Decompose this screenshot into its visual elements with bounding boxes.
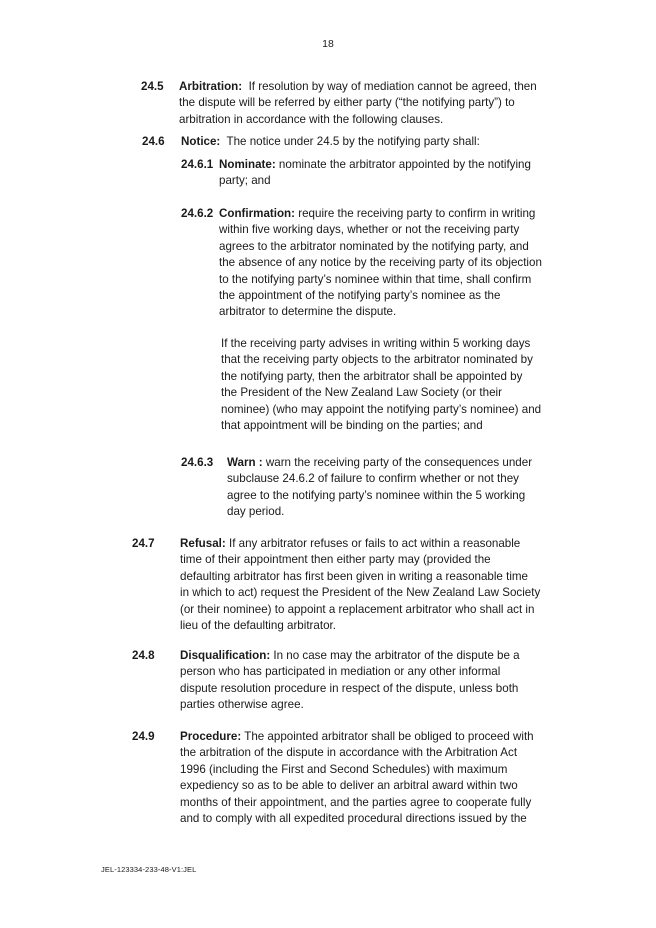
clause-line: months of their appointment, and the parties agree to cooperate fully — [180, 795, 532, 809]
clause-number: 24.6.3 — [181, 456, 214, 469]
clause-heading: Confirmation: — [219, 207, 295, 220]
clause-line: expediency so as to be able to deliver an arbitral award within two — [180, 779, 518, 793]
clause-line: the President of the New Zealand Law Society (or their — [221, 386, 502, 400]
clause-heading: Notice: — [181, 135, 221, 148]
clause-number: 24.7 — [132, 537, 155, 550]
clause-line: warn the receiving party of the consequences under — [265, 456, 533, 469]
clause-line: in which to act) request the President of the New Zealand Law Society — [180, 586, 541, 600]
clause-24-6-2-paragraph — [221, 336, 571, 434]
clause-line: The appointed arbitrator shall be obliged to proceed with — [244, 730, 534, 743]
clause-line: If the receiving party advises in writing within 5 working days — [221, 337, 531, 350]
clause-line: the appointment of the notifying party’s nominee as the — [219, 289, 501, 303]
clause-heading: Refusal: — [180, 537, 226, 550]
clause-number: 24.9 — [132, 730, 155, 743]
clause-line: defaulting arbitrator has first been given in writing a reasonable time — [180, 569, 529, 583]
clause-line: within five working days, whether or not the receiving party — [219, 223, 520, 237]
clause-line: agree to the notifying party’s nominee within the 5 working — [227, 488, 526, 502]
clause-line: nominee) (who may appoint the notifying party’s nominee) and — [221, 402, 542, 416]
clause-heading: Warn : — [227, 456, 263, 469]
clause-line: agrees to the arbitrator nominated by the notifying party, and — [219, 239, 529, 253]
clause-line: and to comply with all expedited procedural directions issued by the — [180, 812, 527, 826]
clause-line: If any arbitrator refuses or fails to act within a reasonable — [228, 537, 521, 550]
clause-line: If resolution by way of mediation cannot be agreed, then — [248, 80, 537, 93]
clause-heading: Nominate: — [219, 158, 276, 171]
clause-line: arbitrator to determine the dispute. — [219, 305, 397, 319]
clause-number: 24.6 — [142, 135, 165, 148]
clause-line: to the notifying party’s nominee within that time, shall confirm — [219, 272, 532, 286]
clause-heading: Arbitration: — [179, 80, 243, 93]
clause-line: person who has participated in mediation or any other informal — [180, 665, 501, 679]
clause-line: dispute resolution procedure in respect of the dispute, unless both — [180, 681, 519, 695]
document-footer: JEL-123334-233-48-V1:JEL — [101, 865, 197, 874]
clause-line: nominate the arbitrator appointed by the notifying — [278, 158, 531, 171]
clause-line: time of their appointment then either party may (provided the — [180, 553, 491, 567]
clause-line: party; and — [219, 174, 271, 188]
clause-line: In no case may the arbitrator of the dispute be a — [273, 649, 520, 662]
clause-line: require the receiving party to confirm in writing — [298, 207, 536, 220]
clause-number: 24.8 — [132, 649, 155, 662]
clause-number: 24.6.2 — [181, 207, 214, 220]
clause-line: lieu of the defaulting arbitrator. — [180, 619, 336, 633]
clause-line: arbitration in accordance with the following clauses. — [179, 112, 444, 126]
clause-line: the arbitration of the dispute in accordance with the Arbitration Act — [180, 746, 518, 760]
clause-heading: Procedure: — [180, 730, 242, 743]
clause-line: the dispute will be referred by either party (“the notifying party”) to — [179, 96, 515, 110]
clause-line: (or their nominee) to appoint a replacement arbitrator who shall act in — [180, 602, 535, 616]
clause-number: 24.5 — [141, 80, 164, 93]
clause-line: that the receiving party objects to the arbitrator nominated by — [221, 353, 533, 367]
clause-line: the absence of any notice by the receiving party of its objection — [219, 256, 542, 270]
clause-line: 1996 (including the First and Second Schedules) with maximum — [180, 762, 508, 776]
clause-line: subclause 24.6.2 of failure to confirm whether or not they — [227, 472, 519, 486]
page-number: 18 — [322, 38, 334, 50]
clause-number: 24.6.1 — [181, 158, 214, 171]
clause-line: parties otherwise agree. — [180, 698, 304, 712]
clause-line: day period. — [227, 505, 285, 519]
clause-line: that appointment will be binding on the parties; and — [221, 419, 483, 433]
clause-text: The notice under 24.5 by the notifying party shall: — [226, 135, 480, 148]
clause-heading: Disqualification: — [180, 649, 271, 662]
clause-line: the notifying party, then the arbitrator shall be appointed by — [221, 369, 523, 383]
